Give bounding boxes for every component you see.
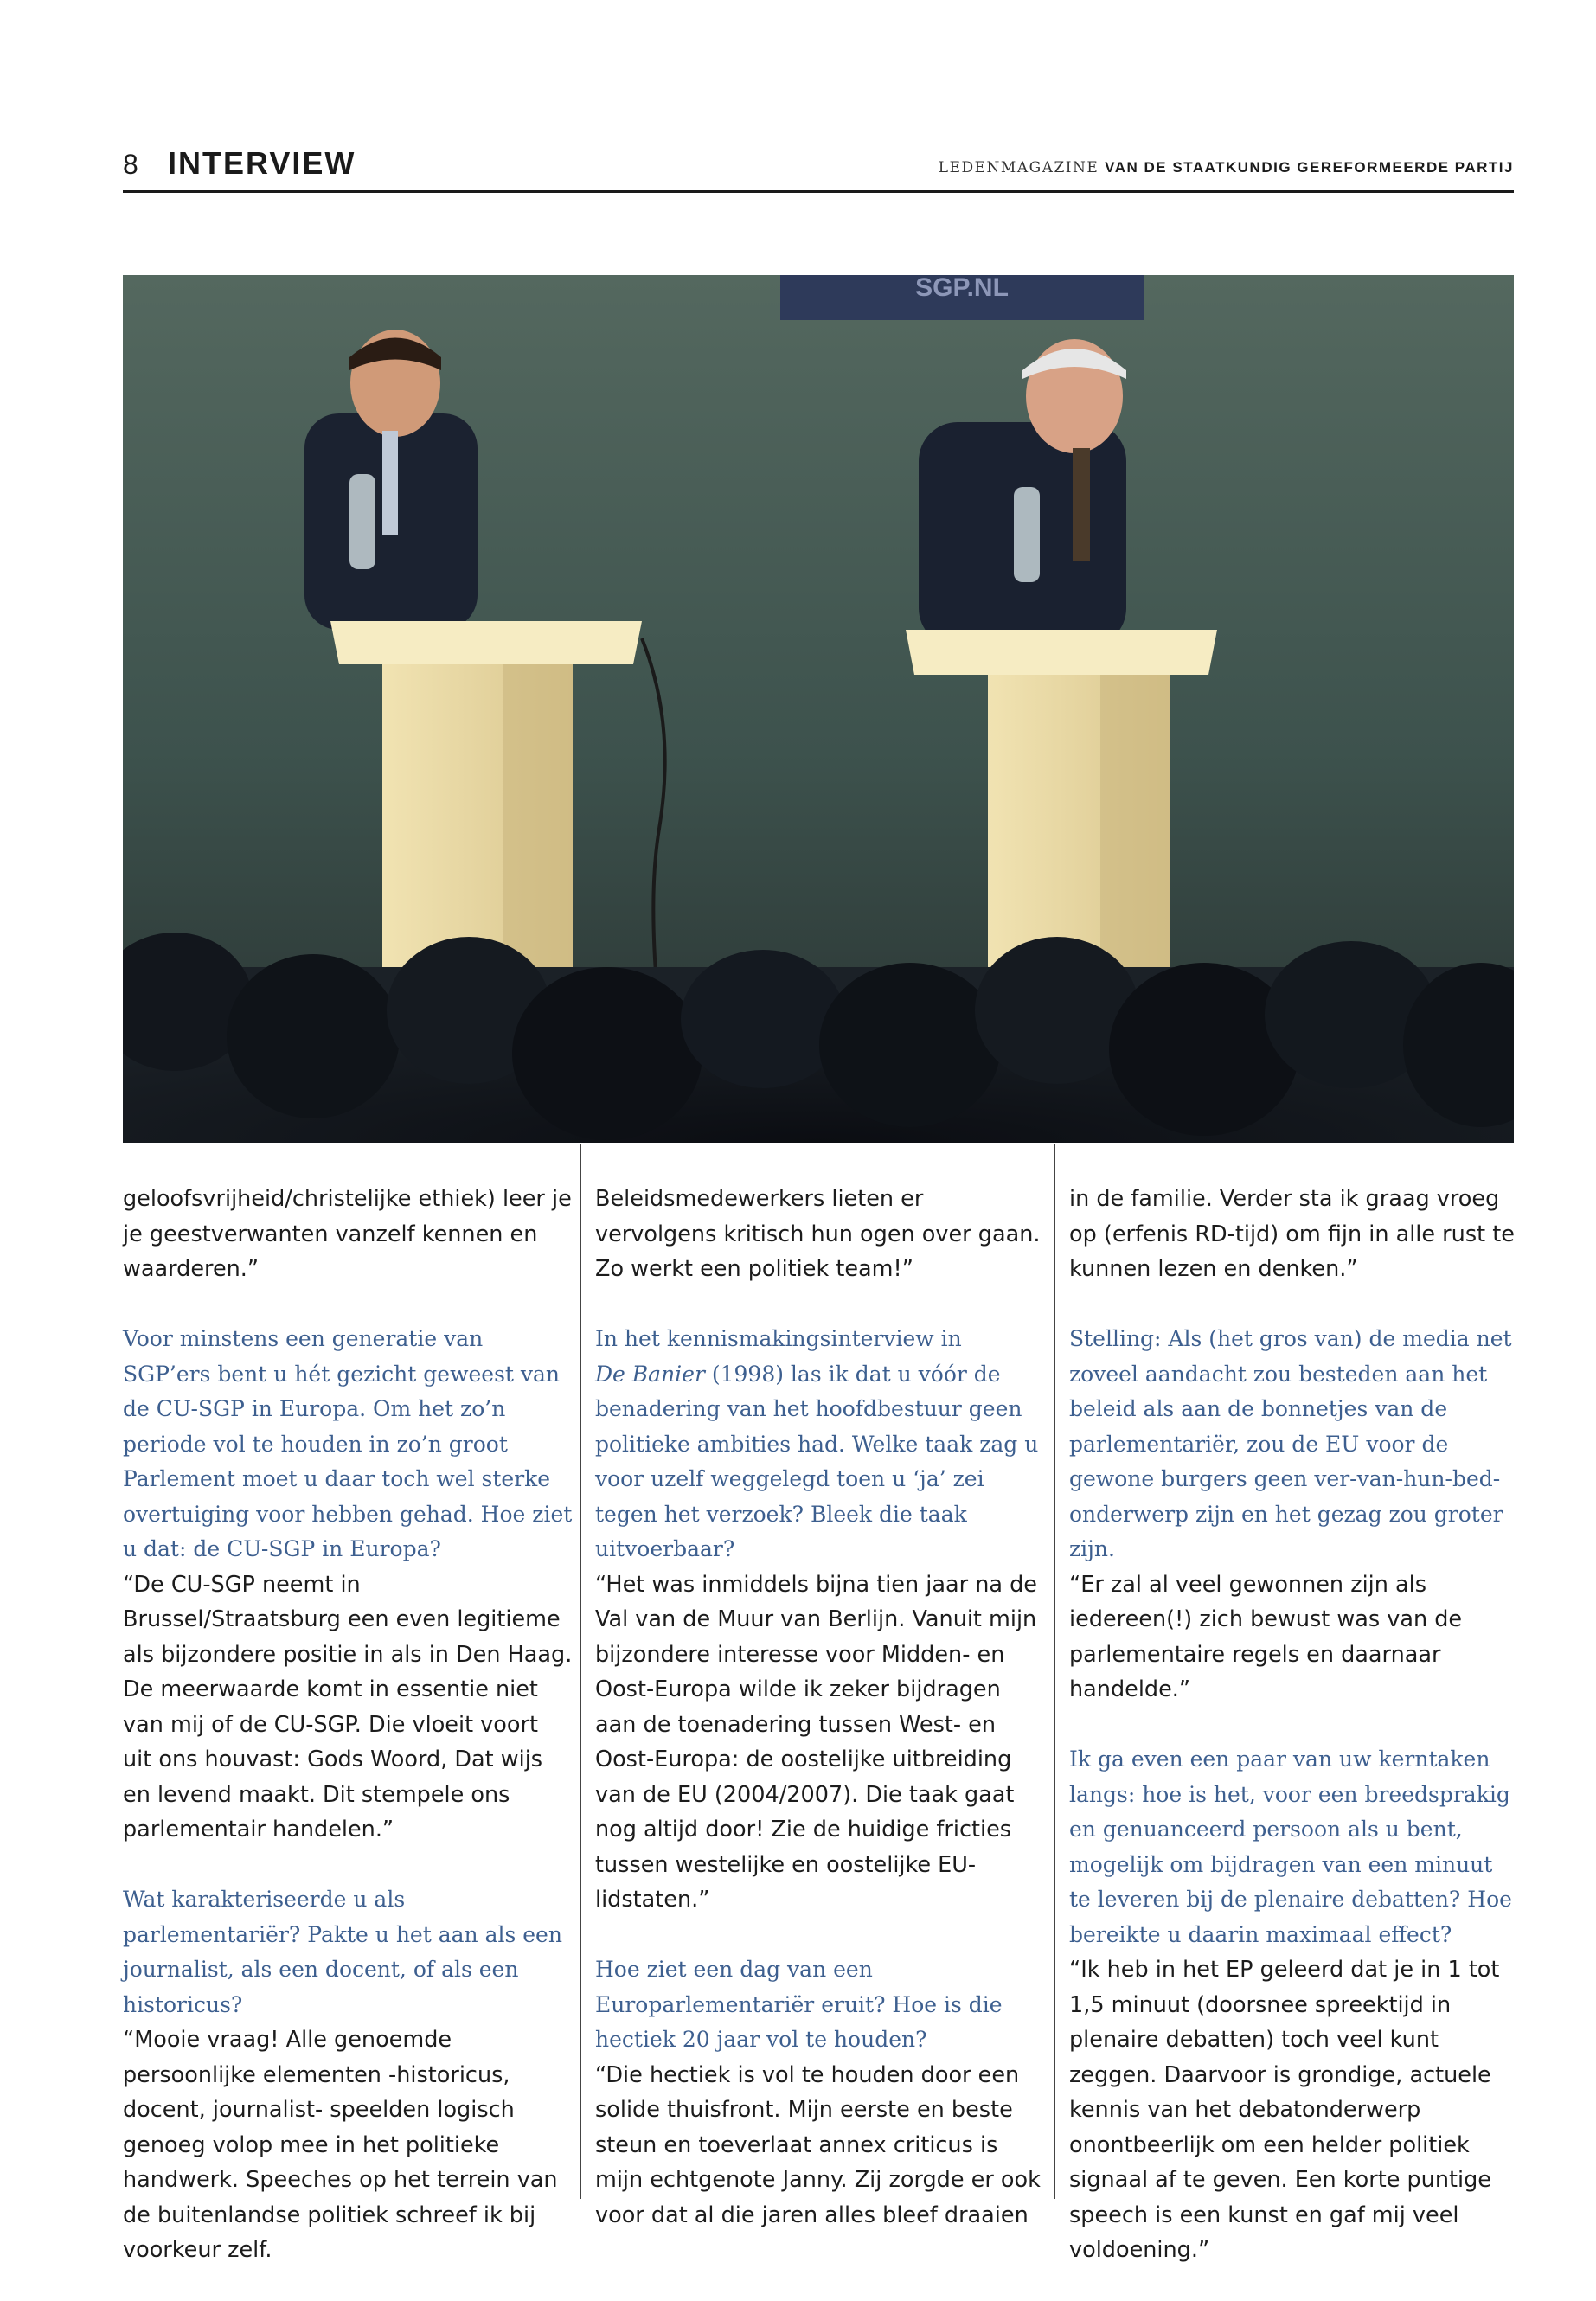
text-column-2: [595, 1182, 1045, 2233]
masthead: [939, 159, 1514, 176]
answer-text: “Ik heb in het EP geleerd dat je in 1 tot 1,5 minuut (doorsnee spreektijd in plenaire debatten) toch veel kunt zeggen. Daarvoor is grondige, actuele kennis van het debatonderwerp onontbeerlijk om een helder politiek signaal af te geven. Een korte puntige speech is een kunst en gaf mij veel voldoening.”: [1069, 1957, 1500, 2263]
question-intro: In het kennismakingsinterview in: [595, 1326, 962, 1351]
masthead-bold: VAN DE STAATKUNDIG GEREFORMEERDE PARTIJ: [1105, 159, 1514, 176]
answer-text: “Die hectiek is vol te houden door een solide thuisfront. Mijn eerste en beste steun en toeverlaat annex criticus is mijn echtgenote Janny. Zij zorgde er ook voor dat al die jaren alles bleef draaien: [595, 2061, 1041, 2228]
question-text: Wat karakteriseerde u als parlementariër? Pakte u het aan als een journalist, als een docent, of als een historicus?: [123, 1887, 562, 2017]
bottle-right: [1014, 487, 1040, 582]
text-column-1: [123, 1182, 573, 2268]
answer-text: “Het was inmiddels bijna tien jaar na de Val van de Muur van Berlijn. Vanuit mijn bijzondere interesse voor Midden- en Oost-Europa wilde ik zeker bijdragen aan de toenadering tussen West- en Oost-Europa: de oostelijke uitbreiding van de EU (2004/2007). Die taak gaat nog altijd door! Zie de huidige fricties tussen westelijke en oostelijke EU-lidstaten.”: [595, 1571, 1037, 1913]
question-text: Voor minstens een generatie van SGP’ers bent u hét gezicht geweest van de CU-SGP in Europa. Om het zo’n periode vol te houden in zo’n groot Parlement moet u daar toch wel sterke overtuiging voor hebben gehad. Hoe ziet u dat: de CU-SGP in Europa?: [123, 1326, 573, 1561]
answer-text: Beleidsmedewerkers lieten er vervolgens kritisch hun ogen over gaan. Zo werkt een politiek team!”: [595, 1186, 1041, 1282]
question-text: Hoe ziet een dag van een Europarlementariër eruit? Hoe is die hectiek 20 jaar vol te houden?: [595, 1957, 1003, 2052]
question-text: Ik ga even een paar van uw kerntaken langs: hoe is het, voor een breedsprakig en genuanceerd persoon als u bent, mogelijk om bijdragen van een minuut te leveren bij de plenaire debatten? Hoe bereikte u daarin maximaal effect?: [1069, 1747, 1512, 1947]
page-header: [123, 145, 1514, 193]
answer-text: “Er zal al veel gewonnen zijn als iedereen(!) zich bewust was van de parlementaire regels en daarnaar handelde.”: [1069, 1571, 1463, 1702]
question-text: Stelling: Als (het gros van) de media net zoveel aandacht zou besteden aan het beleid als aan de bonnetjes van de parlementariër, zou de EU voor de gewone burgers geen ver-van-hun-bed-onderwerp zijn en het gezag zou groter zijn.: [1069, 1326, 1512, 1561]
text-column-3: [1069, 1182, 1519, 2268]
answer-text: “De CU-SGP neemt in Brussel/Straatsburg een even legitieme als bijzondere positie in als in Den Haag.: [123, 1571, 573, 1668]
answer-text: “Mooie vraag! Alle genoemde persoonlijke elementen -historicus, docent, journalist- speelden logisch genoeg volop mee in het politieke handwerk. Speeches op het terrein van de buitenlandse politiek schreef ik bij voorkeur zelf.: [123, 2027, 558, 2263]
masthead-light: LEDENMAGAZINE: [938, 159, 1099, 176]
photo-illustration: [123, 275, 1514, 1143]
page-number: 8: [123, 149, 138, 180]
banner-text: SGP.NL: [915, 275, 1009, 302]
answer-text: De meerwaarde komt in essentie niet van mij of de CU-SGP. Die vloeit voort uit ons houvast: Gods Woord, Dat wijs en levend maakt. Dit stempele ons parlementair handelen.”: [123, 1676, 543, 1843]
publication-title: De Banier: [595, 1361, 705, 1387]
question-rest: (1998) las ik dat u vóór de benadering van het hoofdbestuur geen politieke ambities had. Welke taak zag u voor uzelf weggelegd toen u ‘ja’ zei tegen het verzoek? Bleek die taak uitvoerbaar?: [595, 1361, 1039, 1561]
column-divider: [1054, 1144, 1055, 2199]
event-photo: [123, 275, 1514, 1143]
bottle-left: [349, 474, 375, 569]
column-divider: [580, 1144, 581, 2199]
question-text: [595, 1322, 1045, 1567]
answer-text: geloofsvrijheid/christelijke ethiek) leer je je geestverwanten vanzelf kennen en waarderen.”: [123, 1186, 572, 1282]
answer-text: in de familie. Verder sta ik graag vroeg op (erfenis RD-tijd) om fijn in alle rust te kunnen lezen en denken.”: [1069, 1186, 1515, 1282]
section-title: INTERVIEW: [168, 145, 356, 181]
